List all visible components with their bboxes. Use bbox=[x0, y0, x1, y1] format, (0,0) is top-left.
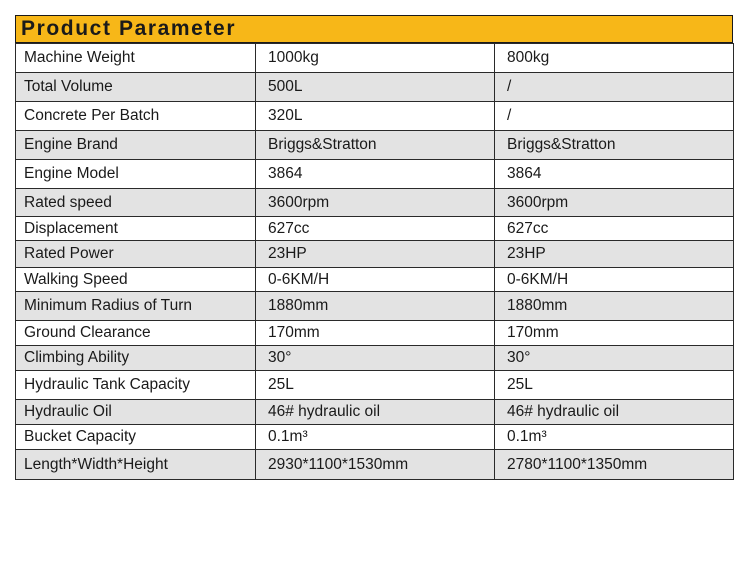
param-label: Walking Speed bbox=[16, 268, 256, 292]
table-row bbox=[16, 241, 734, 268]
param-value-b: 25L bbox=[495, 371, 734, 400]
param-label: Total Volume bbox=[16, 73, 256, 102]
param-value-a: 25L bbox=[256, 371, 495, 400]
param-label: Rated speed bbox=[16, 189, 256, 217]
param-value-a: Briggs&Stratton bbox=[256, 131, 495, 160]
param-label: Machine Weight bbox=[16, 44, 256, 73]
table-row bbox=[16, 73, 734, 102]
param-label: Minimum Radius of Turn bbox=[16, 292, 256, 321]
table-row bbox=[16, 292, 734, 321]
table-row bbox=[16, 217, 734, 241]
table-row bbox=[16, 371, 734, 400]
table-row bbox=[16, 131, 734, 160]
table-row bbox=[16, 102, 734, 131]
param-value-b: 627cc bbox=[495, 217, 734, 241]
parameter-sheet bbox=[15, 15, 733, 480]
parameter-table bbox=[15, 43, 734, 480]
param-value-b: 30° bbox=[495, 346, 734, 371]
param-value-b: 170mm bbox=[495, 321, 734, 346]
section-title: Product Parameter bbox=[21, 17, 237, 40]
param-label: Hydraulic Oil bbox=[16, 400, 256, 425]
param-value-a: 170mm bbox=[256, 321, 495, 346]
table-row bbox=[16, 160, 734, 189]
param-value-a: 627cc bbox=[256, 217, 495, 241]
param-value-b: / bbox=[495, 73, 734, 102]
param-label: Hydraulic Tank Capacity bbox=[16, 371, 256, 400]
param-label: Engine Brand bbox=[16, 131, 256, 160]
table-row bbox=[16, 346, 734, 371]
param-value-b: 23HP bbox=[495, 241, 734, 268]
param-label: Rated Power bbox=[16, 241, 256, 268]
param-label: Ground Clearance bbox=[16, 321, 256, 346]
param-value-b: / bbox=[495, 102, 734, 131]
param-label: Displacement bbox=[16, 217, 256, 241]
param-value-b: 2780*1100*1350mm bbox=[495, 450, 734, 480]
param-value-b: 46# hydraulic oil bbox=[495, 400, 734, 425]
param-value-b: 3600rpm bbox=[495, 189, 734, 217]
param-value-a: 3864 bbox=[256, 160, 495, 189]
section-header bbox=[15, 15, 733, 43]
table-row bbox=[16, 44, 734, 73]
param-label: Engine Model bbox=[16, 160, 256, 189]
param-value-a: 0-6KM/H bbox=[256, 268, 495, 292]
table-row bbox=[16, 400, 734, 425]
param-value-b: 800kg bbox=[495, 44, 734, 73]
param-value-a: 3600rpm bbox=[256, 189, 495, 217]
param-value-a: 500L bbox=[256, 73, 495, 102]
table-row bbox=[16, 450, 734, 480]
param-label: Bucket Capacity bbox=[16, 425, 256, 450]
param-label: Concrete Per Batch bbox=[16, 102, 256, 131]
param-label: Length*Width*Height bbox=[16, 450, 256, 480]
table-row bbox=[16, 425, 734, 450]
param-value-b: Briggs&Stratton bbox=[495, 131, 734, 160]
param-value-b: 0-6KM/H bbox=[495, 268, 734, 292]
param-value-b: 1880mm bbox=[495, 292, 734, 321]
param-value-a: 23HP bbox=[256, 241, 495, 268]
param-label: Climbing Ability bbox=[16, 346, 256, 371]
param-value-b: 3864 bbox=[495, 160, 734, 189]
parameter-table-body bbox=[16, 44, 734, 480]
param-value-a: 0.1m³ bbox=[256, 425, 495, 450]
table-row bbox=[16, 321, 734, 346]
param-value-a: 46# hydraulic oil bbox=[256, 400, 495, 425]
table-row bbox=[16, 189, 734, 217]
param-value-b: 0.1m³ bbox=[495, 425, 734, 450]
param-value-a: 2930*1100*1530mm bbox=[256, 450, 495, 480]
param-value-a: 1000kg bbox=[256, 44, 495, 73]
param-value-a: 1880mm bbox=[256, 292, 495, 321]
table-row bbox=[16, 268, 734, 292]
param-value-a: 30° bbox=[256, 346, 495, 371]
param-value-a: 320L bbox=[256, 102, 495, 131]
